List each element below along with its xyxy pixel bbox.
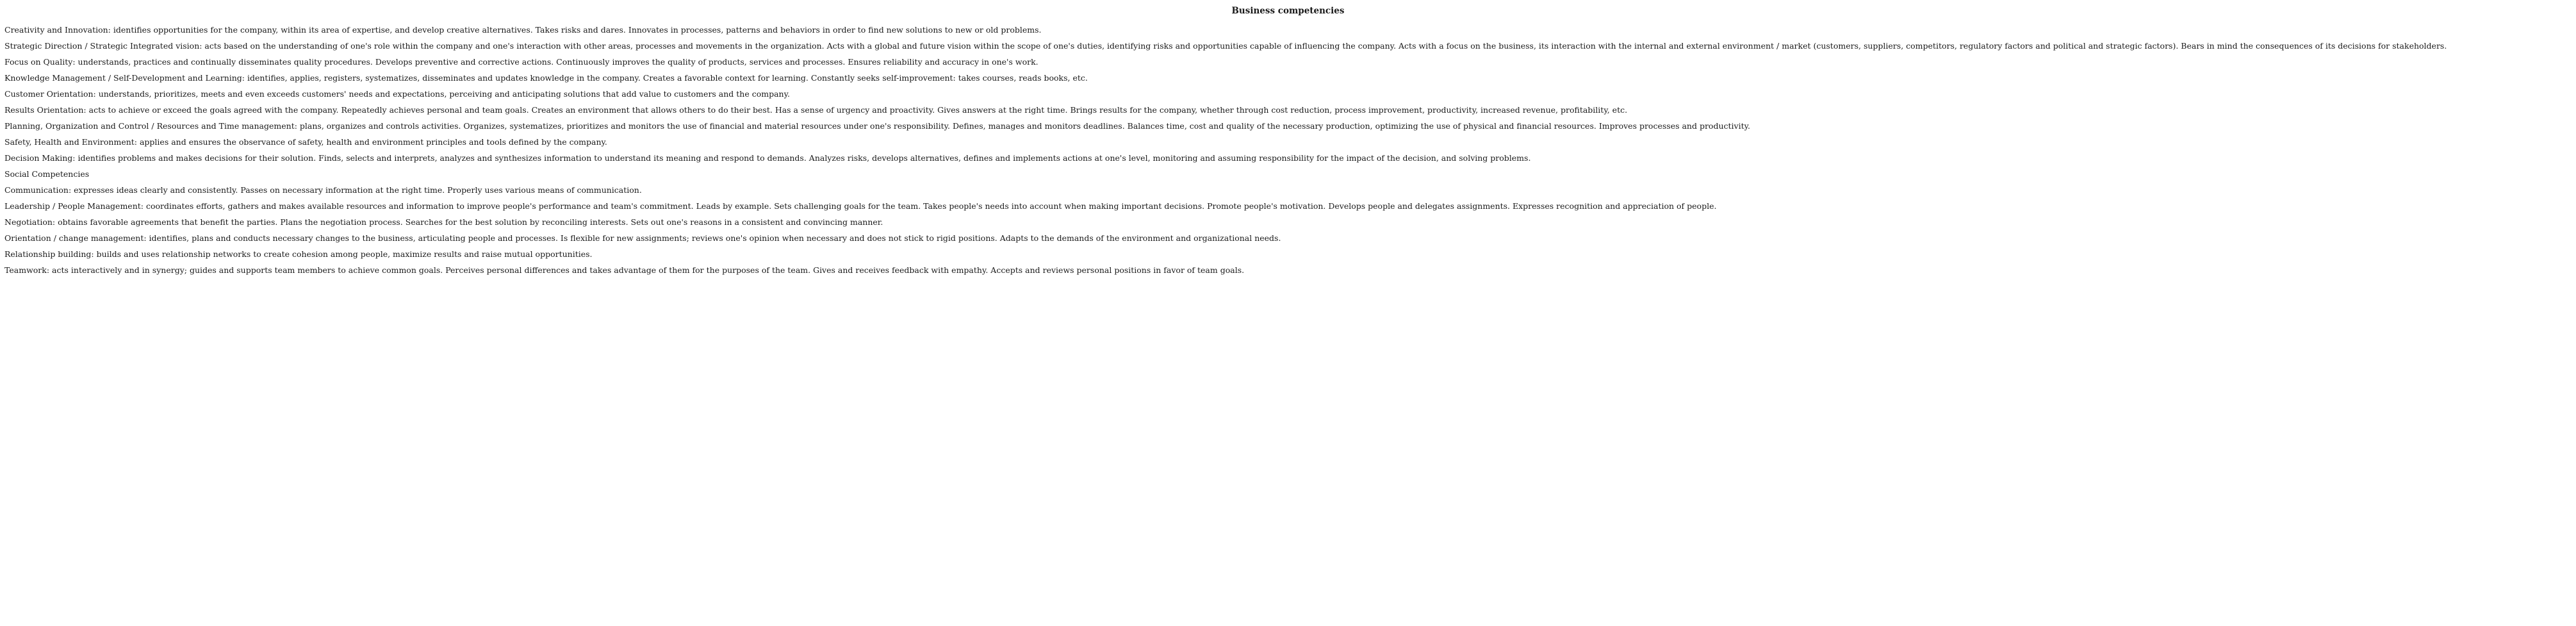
competency-teamwork: Teamwork: acts interactively and in synergy; guides and supports team members to achieve common goals. Perceives personal differences and takes advantage of them for the purposes of the team. Gives and receives feedback with empathy. Accepts and reviews personal positions in favor of team goals. [4,265,1245,275]
competency-change-management: Orientation / change management: identifies, plans and conducts necessary changes to the business, articulating people and processes. Is flexible for new assignments; reviews one's opinion when necessary and does not stick to rigid positions. Adapts to the demands of the environment and organizational needs. [4,233,1281,243]
competency-results-orientation: Results Orientation: acts to achieve or exceed the goals agreed with the company. Repeatedly achieves personal and team goals. Creates an environment that allows others to do their best. Has a sense of urgency and proactivity. Gives answers at the right time. Brings results for the company, whether through cost reduction, process improvement, productivity, increased revenue, profitability, etc. [4,105,1628,115]
competency-communication: Communication: expresses ideas clearly and consistently. Passes on necessary information at the right time. Properly uses various means of communication. [4,185,642,195]
competency-knowledge-management: Knowledge Management / Self-Development and Learning: identifies, applies, registers, systematizes, disseminates and updates knowledge in the company. Creates a favorable context for learning. Constantly seeks self-improvement: takes courses, reads books, etc. [4,73,1088,83]
competency-safety-health-environment: Safety, Health and Environment: applies and ensures the observance of safety, health and environment principles and tools defined by the company. [4,137,607,147]
competency-leadership: Leadership / People Management: coordinates efforts, gathers and makes available resources and information to improve people's performance and team's commitment. Leads by example. Sets challenging goals for the team. Takes people's needs into account when making important decisions. Promote people's motivation. Develops people and delegates assignments. Expresses recognition and appreciation of people. [4,201,1717,211]
competency-customer-orientation: Customer Orientation: understands, prioritizes, meets and even exceeds customers' needs and expectations, perceiving and anticipating solutions that add value to customers and the company. [4,89,790,99]
competency-focus-on-quality: Focus on Quality: understands, practices and continually disseminates quality procedures. Develops preventive and corrective actions. Continuously improves the quality of products, services and processes. Ensures reliability and accuracy in one's work. [4,57,1038,67]
section-heading-social-competencies: Social Competencies [4,169,90,179]
page-title: Business competencies [1231,6,1345,16]
competency-decision-making: Decision Making: identifies problems and makes decisions for their solution. Finds, selects and interprets, analyzes and synthesizes information to understand its meaning and respond to demands. Analyzes risks, develops alternatives, defines and implements actions at one's level, monitoring and assuming responsibility for the impact of the decision, and solving problems. [4,153,1531,163]
competency-creativity-innovation: Creativity and Innovation: identifies opportunities for the company, within its area of expertise, and develop creative alternatives. Takes risks and dares. Innovates in processes, patterns and behaviors in order to find new solutions to new or old problems. [4,25,1042,35]
competency-planning-organization: Planning, Organization and Control / Resources and Time management: plans, organizes and controls activities. Organizes, systematizes, prioritizes and monitors the use of financial and material resources under one's responsibility. Defines, manages and monitors deadlines. Balances time, cost and quality of the necessary production, optimizing the use of physical and financial resources. Improves processes and productivity. [4,121,1750,131]
competency-list [4,22,2447,278]
competency-strategic-direction: Strategic Direction / Strategic Integrated vision: acts based on the understanding of one's role within the company and one's interaction with other areas, processes and movements in the organization. Acts with a global and future vision within the scope of one's duties, identifying risks and opportunities capable of influencing the company. Acts with a focus on the business, its interaction with the internal and external environment / market (customers, suppliers, competitors, regulatory factors and political and strategic factors). Bears in mind the consequences of its decisions for stakeholders. [4,41,2447,51]
competency-negotiation: Negotiation: obtains favorable agreements that benefit the parties. Plans the negotiation process. Searches for the best solution by reconciling interests. Sets out one's reasons in a consistent and convincing manner. [4,217,883,227]
competency-relationship-building: Relationship building: builds and uses relationship networks to create cohesion among people, maximize results and raise mutual opportunities. [4,249,593,259]
